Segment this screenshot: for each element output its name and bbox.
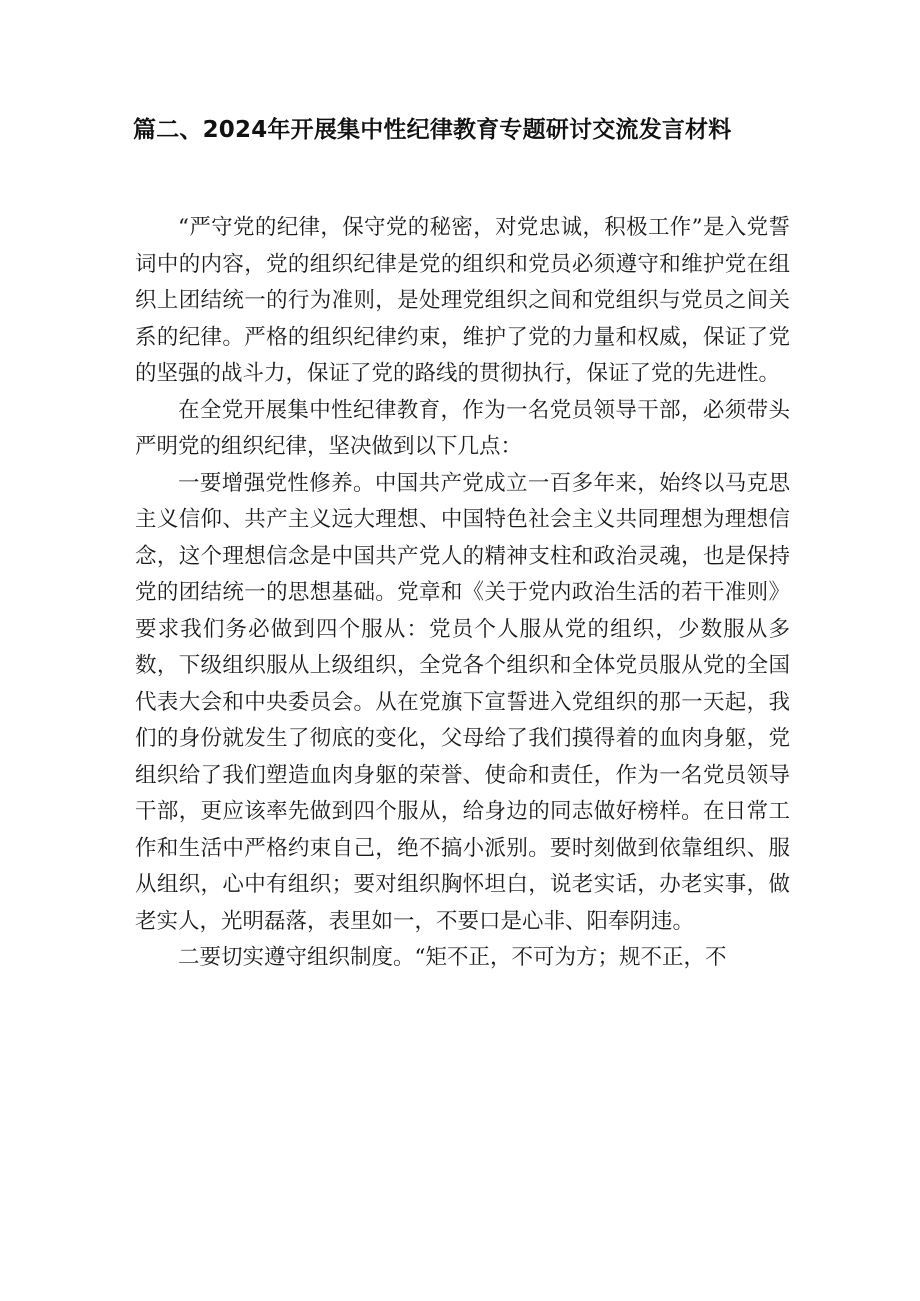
document-title: 篇二、2024年开展集中性纪律教育专题研讨交流发言材料 [133,117,732,143]
paragraph-point-two: 二要切实遵守组织制度。“矩不正，不可为方；规不正，不 [178,945,727,970]
paragraph-intro: 在全党开展集中性纪律教育，作为一名党员领导干部，必须带头严明党的组织纪律，坚决做到以下几点： [135,397,790,459]
paragraph-point-one: 一要增强党性修养。中国共产党成立一百多年来，始终以马克思主义信仰、共产主义远大理想、中国特色社会主义共同理想为理想信念，这个理想信念是中国共产党人的精神支柱和政治灵魂，也是保持党的团结统一的思想基础。党章和《关于党内政治生活的若干准则》要求我们务必做到四个服从：党员个人服从党的组织，少数服从多数，下级组织服从上级组织，全党各个组织和全体党员服从党的全国代表大会和中央委员会。从在党旗下宣誓进入党组织的那一天起，我们的身份就发生了彻底的变化，父母给了我们摸得着的血肉身躯，党组织给了我们塑造血肉身躯的荣誉、使命和责任，作为一名党员领导干部，更应该率先做到四个服从，给身边的同志做好榜样。在日常工作和生活中严格约束自己，绝不搞小派别。要时刻做到依靠组织、服从组织，心中有组织；要对组织胸怀坦白，说老实话，办老实事，做老实人，光明磊落，表里如一，不要口是心非、阳奉阴违。 [135,470,790,934]
paragraph-oath: “严守党的纪律，保守党的秘密，对党忠诚，积极工作”是入党誓词中的内容，党的组织纪律是党的组织和党员必须遵守和维护党在组织上团结统一的行为准则，是处理党组织之间和党组织与党员之间关系的纪律。严格的组织纪律约束，维护了党的力量和权威，保证了党的坚强的战斗力，保证了党的路线的贯彻执行，保证了党的先进性。 [135,215,790,386]
document-body [135,210,790,977]
